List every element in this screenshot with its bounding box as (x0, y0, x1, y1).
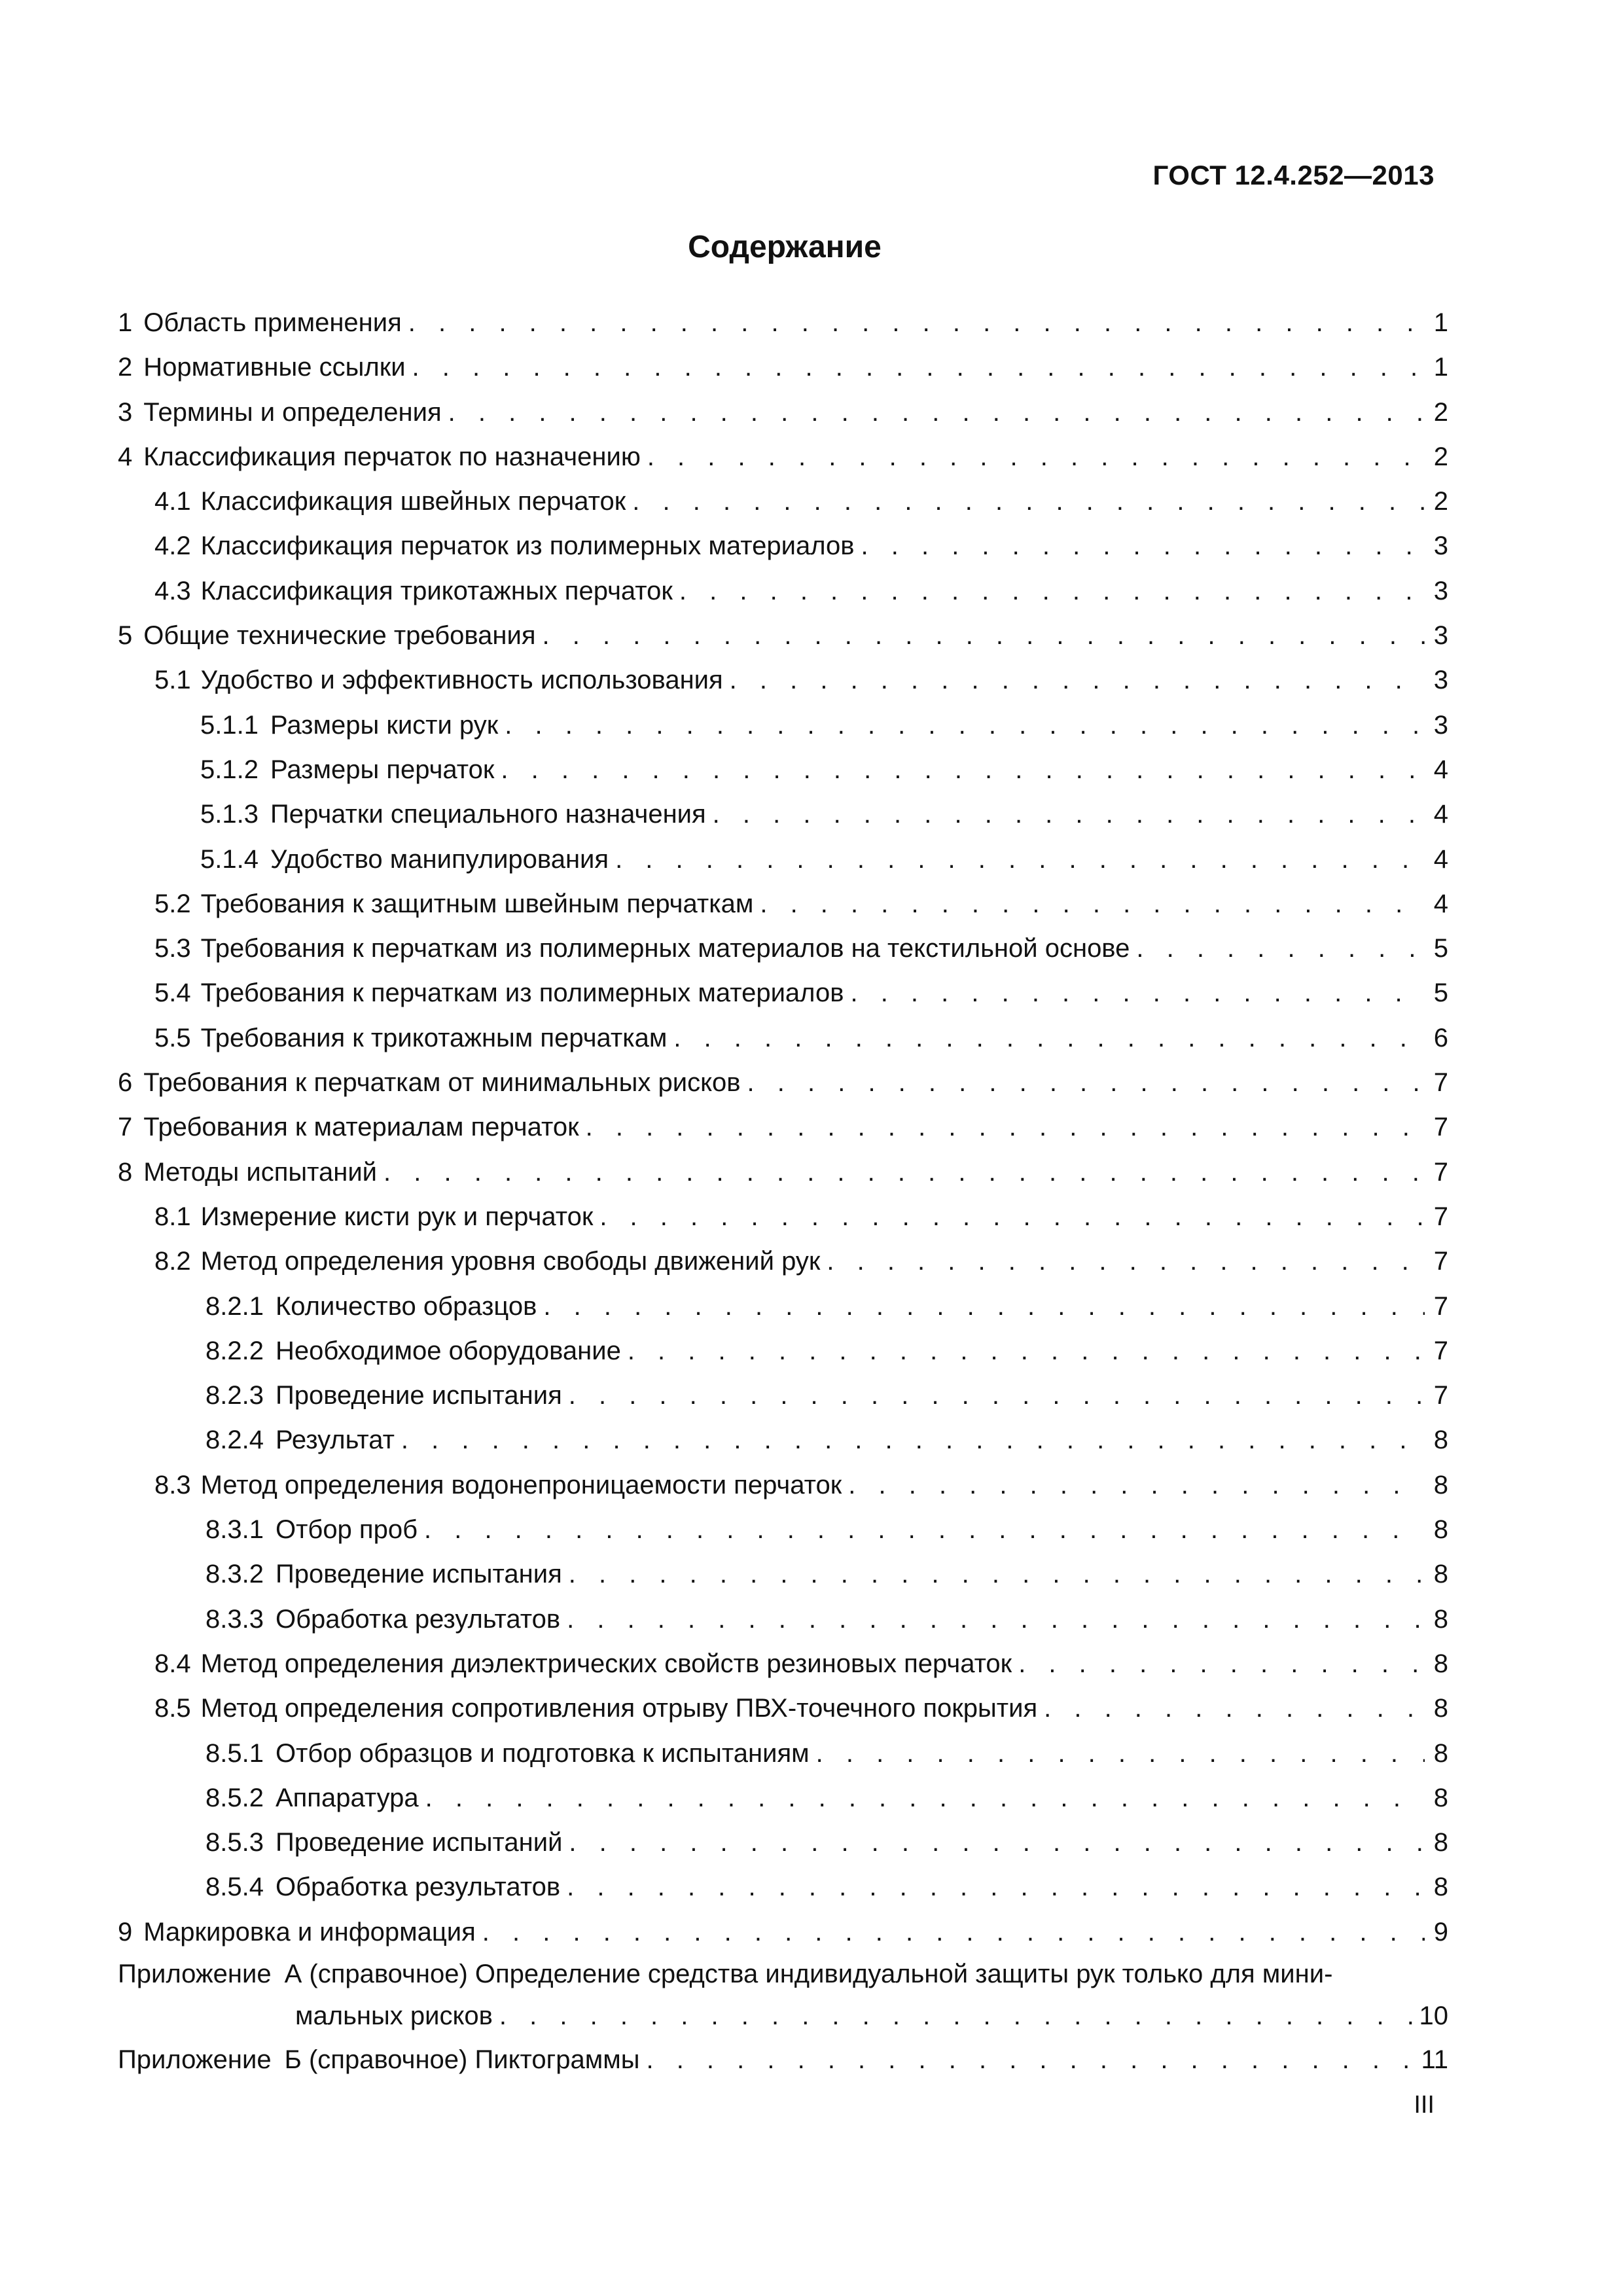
toc-section-number: 2 (118, 353, 133, 382)
dot-leader (412, 345, 1425, 389)
toc-section-title: Отбор образцов и подготовка к испытаниям (275, 1738, 810, 1768)
dot-leader (760, 882, 1425, 926)
dot-leader (424, 1507, 1425, 1552)
dot-leader (569, 1373, 1425, 1418)
toc-entry[interactable] (118, 1418, 1448, 1462)
toc-entry[interactable] (118, 479, 1448, 524)
dot-leader (861, 524, 1425, 568)
toc-section-number: 1 (118, 308, 133, 337)
toc-entry[interactable] (118, 926, 1448, 971)
toc-section-title: Нормативные ссылки (143, 353, 406, 382)
dot-leader (730, 658, 1425, 702)
toc-page-number: 9 (1433, 1917, 1448, 1946)
toc-section-title: Удобство и эффективность использования (200, 666, 723, 695)
appendix-prefix: Приложение (118, 1959, 272, 1988)
toc-section-title: Проведение испытания (275, 1560, 562, 1589)
toc-section-number: 8.3.3 (205, 1604, 264, 1634)
toc-section-title: Классификация перчаток по назначению (143, 442, 641, 471)
toc-section-title: Требования к перчаткам из полимерных материалов (200, 978, 844, 1008)
dot-leader (569, 1552, 1425, 1596)
toc-entry[interactable] (118, 1686, 1448, 1731)
toc-section-number: 8.2.3 (205, 1381, 264, 1410)
toc-section-number: 5.1.1 (200, 710, 259, 740)
toc-section-title: Область применения (143, 308, 402, 337)
toc-section-title: Необходимое оборудование (275, 1336, 621, 1365)
toc-entry[interactable] (118, 1016, 1448, 1060)
toc-section-title: Аппаратура (275, 1783, 419, 1812)
dot-leader (646, 2037, 1414, 2082)
toc-page-number: 8 (1433, 1873, 1448, 1902)
toc-page-number: 7 (1433, 1381, 1448, 1410)
toc-entry[interactable] (118, 345, 1448, 389)
toc-entry[interactable] (118, 1776, 1448, 1820)
toc-entry[interactable] (118, 703, 1448, 747)
toc-section-title: Требования к трикотажным перчаткам (200, 1023, 668, 1052)
toc-page-number: 8 (1433, 1560, 1448, 1589)
dot-leader (647, 435, 1425, 479)
toc-section-title: Требования к перчаткам из полимерных материалов на текстильной основе (200, 934, 1130, 963)
toc-entry[interactable] (118, 524, 1448, 568)
toc-page-number: 5 (1433, 934, 1448, 963)
toc-entry[interactable] (118, 300, 1448, 345)
toc-page-number: 7 (1433, 1202, 1448, 1231)
toc-section-number: 5.5 (154, 1023, 191, 1052)
toc-section-number: 4.1 (154, 487, 191, 516)
toc-section-title: Классификация перчаток из полимерных материалов (200, 531, 855, 561)
appendix-title-line2: мальных рисков (295, 2001, 493, 2030)
toc-section-title: Перчатки специального назначения (270, 800, 706, 829)
toc-section-number: 8.5.3 (205, 1828, 264, 1857)
toc-section-number: 5.1 (154, 666, 191, 695)
toc-entry-appendix-a[interactable] (118, 1954, 1448, 2037)
toc-section-number: 8.1 (154, 1202, 191, 1231)
toc-page-number: 8 (1433, 1426, 1448, 1455)
toc-section-number: 8.2 (154, 1247, 191, 1276)
toc-page-number: 2 (1433, 442, 1448, 471)
toc-section-title: Метод определения уровня свободы движений рук (200, 1247, 821, 1276)
toc-page-number: 8 (1433, 1515, 1448, 1545)
toc-section-number: 4.3 (154, 576, 191, 605)
appendix-title-line1: А (справочное) Определение средства индивидуальной защиты рук только для мини- (284, 1959, 1333, 1988)
toc-entry[interactable] (118, 747, 1448, 792)
dot-leader (747, 1060, 1425, 1105)
dot-leader (599, 1194, 1425, 1239)
toc-section-number: 5 (118, 621, 133, 651)
toc-entry[interactable] (118, 1239, 1448, 1283)
toc-section-title: Требования к материалам перчаток (143, 1113, 579, 1142)
toc-entry[interactable] (118, 1865, 1448, 1909)
toc-section-title: Метод определения сопротивления отрыву ПВХ-точечного покрытия (200, 1694, 1038, 1723)
toc-section-number: 8 (118, 1157, 133, 1187)
toc-entry-appendix-b[interactable] (118, 2037, 1448, 2082)
toc-section-title: Обработка результатов (275, 1604, 561, 1634)
toc-page-number: 7 (1433, 1247, 1448, 1276)
toc-page-number: 3 (1433, 576, 1448, 605)
dot-leader (567, 1597, 1425, 1641)
table-of-contents (118, 300, 1448, 2082)
dot-leader (827, 1239, 1425, 1283)
toc-section-number: 5.3 (154, 934, 191, 963)
toc-entry[interactable] (118, 1105, 1448, 1149)
toc-entry[interactable] (118, 1329, 1448, 1373)
toc-section-number: 5.1.2 (200, 755, 259, 784)
toc-page-number: 7 (1433, 1068, 1448, 1098)
toc-section-title: Проведение испытания (275, 1381, 562, 1410)
toc-page-number: 4 (1433, 844, 1448, 874)
toc-section-number: 8.3.1 (205, 1515, 264, 1545)
toc-entry[interactable] (118, 1373, 1448, 1418)
toc-section-number: 8.5.2 (205, 1783, 264, 1812)
toc-entry[interactable] (118, 1284, 1448, 1329)
toc-entry[interactable] (118, 1150, 1448, 1194)
toc-entry[interactable] (118, 1820, 1448, 1865)
dot-leader (615, 837, 1425, 882)
toc-entry[interactable] (118, 658, 1448, 702)
toc-section-title: Маркировка и информация (143, 1917, 476, 1946)
toc-entry[interactable] (118, 1597, 1448, 1641)
dot-leader (408, 300, 1425, 345)
toc-section-number: 9 (118, 1917, 133, 1946)
toc-section-title: Результат (275, 1426, 395, 1455)
dot-leader (383, 1150, 1425, 1194)
toc-section-number: 5.4 (154, 978, 191, 1008)
dot-leader (543, 1284, 1425, 1329)
toc-page-number: 7 (1433, 1157, 1448, 1187)
toc-section-number: 8.2.2 (205, 1336, 264, 1365)
toc-section-title: Методы испытаний (143, 1157, 378, 1187)
toc-section-title: Количество образцов (275, 1291, 537, 1321)
toc-entry[interactable] (118, 435, 1448, 479)
dot-leader (628, 1329, 1425, 1373)
dot-leader (1018, 1641, 1425, 1686)
toc-page-number: 7 (1433, 1291, 1448, 1321)
toc-entry[interactable] (118, 390, 1448, 435)
toc-page-number: 7 (1433, 1336, 1448, 1365)
toc-page-number: 1 (1433, 308, 1448, 337)
toc-section-number: 6 (118, 1068, 133, 1098)
page-number-footer: III (1414, 2091, 1435, 2119)
toc-page-number: 2 (1433, 487, 1448, 516)
toc-page-number: 8 (1433, 1470, 1448, 1499)
toc-page-number: 4 (1433, 800, 1448, 829)
dot-leader (543, 613, 1425, 658)
toc-section-number: 5.1.4 (200, 844, 259, 874)
toc-page-number: 10 (1419, 2001, 1448, 2030)
toc-section-number: 8.2.4 (205, 1426, 264, 1455)
toc-section-number: 5.1.3 (200, 800, 259, 829)
toc-entry[interactable] (118, 1731, 1448, 1776)
toc-entry[interactable] (118, 1641, 1448, 1686)
toc-page-number: 3 (1433, 531, 1448, 561)
toc-page-number: 7 (1433, 1113, 1448, 1142)
toc-page-number: 4 (1433, 889, 1448, 918)
toc-section-title: Термины и определения (143, 397, 442, 427)
toc-entry[interactable] (118, 1060, 1448, 1105)
toc-section-number: 8.5.1 (205, 1738, 264, 1768)
toc-section-title: Размеры кисти рук (270, 710, 499, 740)
toc-section-title: Общие технические требования (143, 621, 536, 651)
toc-section-title: Требования к защитным швейным перчаткам (200, 889, 754, 918)
dot-leader (586, 1105, 1425, 1149)
dot-leader (401, 1418, 1425, 1462)
toc-entry[interactable] (118, 613, 1448, 658)
toc-section-title: Метод определения диэлектрических свойств резиновых перчаток (200, 1649, 1012, 1678)
dot-leader (569, 1820, 1425, 1865)
dot-leader (501, 747, 1425, 792)
toc-page-number: 3 (1433, 710, 1448, 740)
toc-page-number: 5 (1433, 978, 1448, 1008)
toc-section-number: 8.2.1 (205, 1291, 264, 1321)
dot-leader (713, 792, 1425, 836)
toc-page-number: 2 (1433, 397, 1448, 427)
toc-section-title: Проведение испытаний (275, 1828, 563, 1857)
toc-page-number: 3 (1433, 621, 1448, 651)
toc-section-number: 8.5.4 (205, 1873, 264, 1902)
toc-section-number: 8.4 (154, 1649, 191, 1678)
dot-leader (505, 703, 1425, 747)
toc-section-number: 3 (118, 397, 133, 427)
toc-section-title: Классификация швейных перчаток (200, 487, 626, 516)
toc-section-number: 8.3.2 (205, 1560, 264, 1589)
dot-leader (567, 1865, 1425, 1909)
dot-leader (848, 1463, 1425, 1507)
toc-entry[interactable] (118, 1910, 1448, 1954)
toc-page-number: 4 (1433, 755, 1448, 784)
toc-page-number: 1 (1433, 353, 1448, 382)
toc-page-number: 8 (1433, 1649, 1448, 1678)
dot-leader (1044, 1686, 1425, 1731)
toc-section-number: 8.3 (154, 1470, 191, 1499)
toc-entry[interactable] (118, 1463, 1448, 1507)
toc-section-title: Размеры перчаток (270, 755, 495, 784)
toc-page-number: 11 (1421, 2045, 1448, 2074)
toc-page-number: 3 (1433, 666, 1448, 695)
appendix-title: Б (справочное) Пиктограммы (284, 2045, 640, 2074)
toc-section-title: Обработка результатов (275, 1873, 561, 1902)
toc-entry[interactable] (118, 971, 1448, 1015)
toc-entry[interactable] (118, 569, 1448, 613)
toc-title: Содержание (688, 230, 882, 264)
toc-entry[interactable] (118, 1194, 1448, 1239)
toc-section-number: 4.2 (154, 531, 191, 561)
dot-leader (816, 1731, 1425, 1776)
toc-entry[interactable] (118, 882, 1448, 926)
dot-leader (679, 569, 1425, 613)
dot-leader (482, 1910, 1425, 1954)
dot-leader (425, 1776, 1425, 1820)
dot-leader (1136, 926, 1425, 971)
document-code: ГОСТ 12.4.252—2013 (1152, 160, 1435, 190)
toc-section-title: Классификация трикотажных перчаток (200, 576, 673, 605)
toc-section-number: 4 (118, 442, 133, 471)
toc-page-number: 8 (1433, 1738, 1448, 1768)
toc-page-number: 8 (1433, 1783, 1448, 1812)
toc-entry[interactable] (118, 1507, 1448, 1552)
dot-leader (632, 479, 1425, 524)
toc-entry[interactable] (118, 792, 1448, 836)
dot-leader (499, 1996, 1413, 2036)
toc-section-title: Требования к перчаткам от минимальных рисков (143, 1068, 741, 1098)
toc-section-title: Удобство манипулирования (270, 844, 609, 874)
toc-page-number: 6 (1433, 1023, 1448, 1052)
toc-section-number: 5.2 (154, 889, 191, 918)
toc-section-title: Измерение кисти рук и перчаток (200, 1202, 594, 1231)
dot-leader (673, 1016, 1425, 1060)
appendix-prefix: Приложение (118, 2045, 272, 2074)
toc-section-title: Отбор проб (275, 1515, 418, 1545)
toc-section-title: Метод определения водонепроницаемости перчаток (200, 1470, 842, 1499)
dot-leader (448, 390, 1425, 435)
toc-page-number: 8 (1433, 1828, 1448, 1857)
toc-page-number: 8 (1433, 1604, 1448, 1634)
toc-entry[interactable] (118, 1552, 1448, 1596)
toc-section-number: 8.5 (154, 1694, 191, 1723)
toc-page-number: 8 (1433, 1694, 1448, 1723)
toc-entry[interactable] (118, 837, 1448, 882)
dot-leader (850, 971, 1425, 1015)
toc-section-number: 7 (118, 1113, 133, 1142)
